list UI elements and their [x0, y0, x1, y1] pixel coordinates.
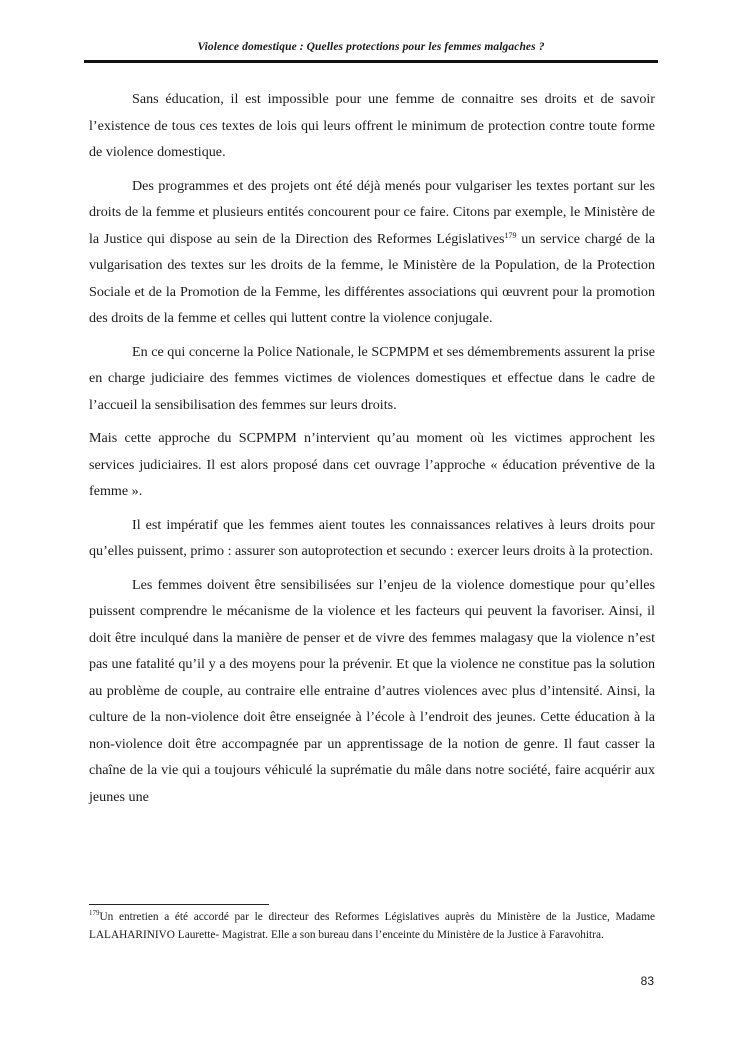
paragraph-approach: Mais cette approche du SCPMPM n’intervient qu’au moment où les victimes approchent les services judiciaires. Il est alors proposé dans cet ouvrage l’approche « éducation préventive de la femme ».	[89, 430, 655, 499]
footnote-reference[interactable]: 179	[504, 230, 517, 240]
footnote-rule	[89, 904, 269, 905]
paragraph-imperative: Il est impératif que les femmes aient toutes les connaissances relatives à leurs droits pour qu’elles puissent, primo : assurer son autoprotection et secundo : exercer leurs droits à la protection.	[89, 516, 655, 559]
footnote-number: 179	[89, 909, 100, 918]
paragraph-education: Sans éducation, il est impossible pour une femme de connaitre ses droits et de savoir l’existence de tous ces textes de lois qui leurs offrent le minimum de protection contre toute forme de violence domestique.	[89, 91, 655, 160]
footnote	[89, 909, 655, 944]
header-rule	[84, 60, 658, 63]
running-header: Violence domestique : Quelles protections pour les femmes malgaches ?	[197, 41, 545, 53]
footnote-text: Un entretien a été accordé par le directeur des Reformes Législatives auprès du Ministère de la Justice, Madame LALAHARINIVO Laurette- Magistrat. Elle a son bureau dans l’enceinte du Ministère de la Justice à Faravohitra.	[89, 911, 655, 941]
paragraph-programmes	[89, 173, 655, 332]
page-number: 83	[640, 974, 654, 988]
paragraph-programmes-part1: Des programmes et des projets ont été déjà menés pour vulgariser les textes portant sur les droits de la femme et plusieurs entités concourent pour ce faire. Citons par exemple, le Ministère de la Justice qui dispose au sein de la Direction des Reformes Législatives	[89, 177, 655, 247]
paragraph-awareness: Les femmes doivent être sensibilisées sur l’enjeu de la violence domestique pour qu’elles puissent comprendre le mécanisme de la violence et les facteurs qui peuvent la favoriser. Ainsi, il doit être inculqué dans la manière de penser et de vivre des femmes malagasy que la violence n’est pas une fatalité qu’il y a des moyens pour la prévenir. Et que la violence ne constitue pas la solution au problème de couple, au contraire elle entraine d’autres violences avec plus d’intensité. Ainsi, la culture de la non-violence doit être enseignée à l’école à l’endroit des jeunes. Cette éducation à la non-violence doit être accompagnée par un apprentissage de la notion de genre. Il faut casser la chaîne de la vie qui a toujours véhiculé la suprématie du mâle dans notre société, faire acquérir aux jeunes une	[89, 576, 655, 805]
body-text	[89, 86, 655, 810]
paragraph-programmes-part2: un service chargé de la vulgarisation des textes sur les droits de la femme, le Ministère de la Population, de la Protection Sociale et de la Promotion de la Femme, les différentes associations qui œuvrent pour la promotion des droits de la femme et celles qui luttent contre la violence conjugale.	[89, 230, 655, 326]
paragraph-police: En ce qui concerne la Police Nationale, le SCPMPM et ses démembrements assurent la prise en charge judiciaire des femmes victimes de violences domestiques et effectue dans le cadre de l’accueil la sensibilisation des femmes sur leurs droits.	[89, 343, 655, 413]
